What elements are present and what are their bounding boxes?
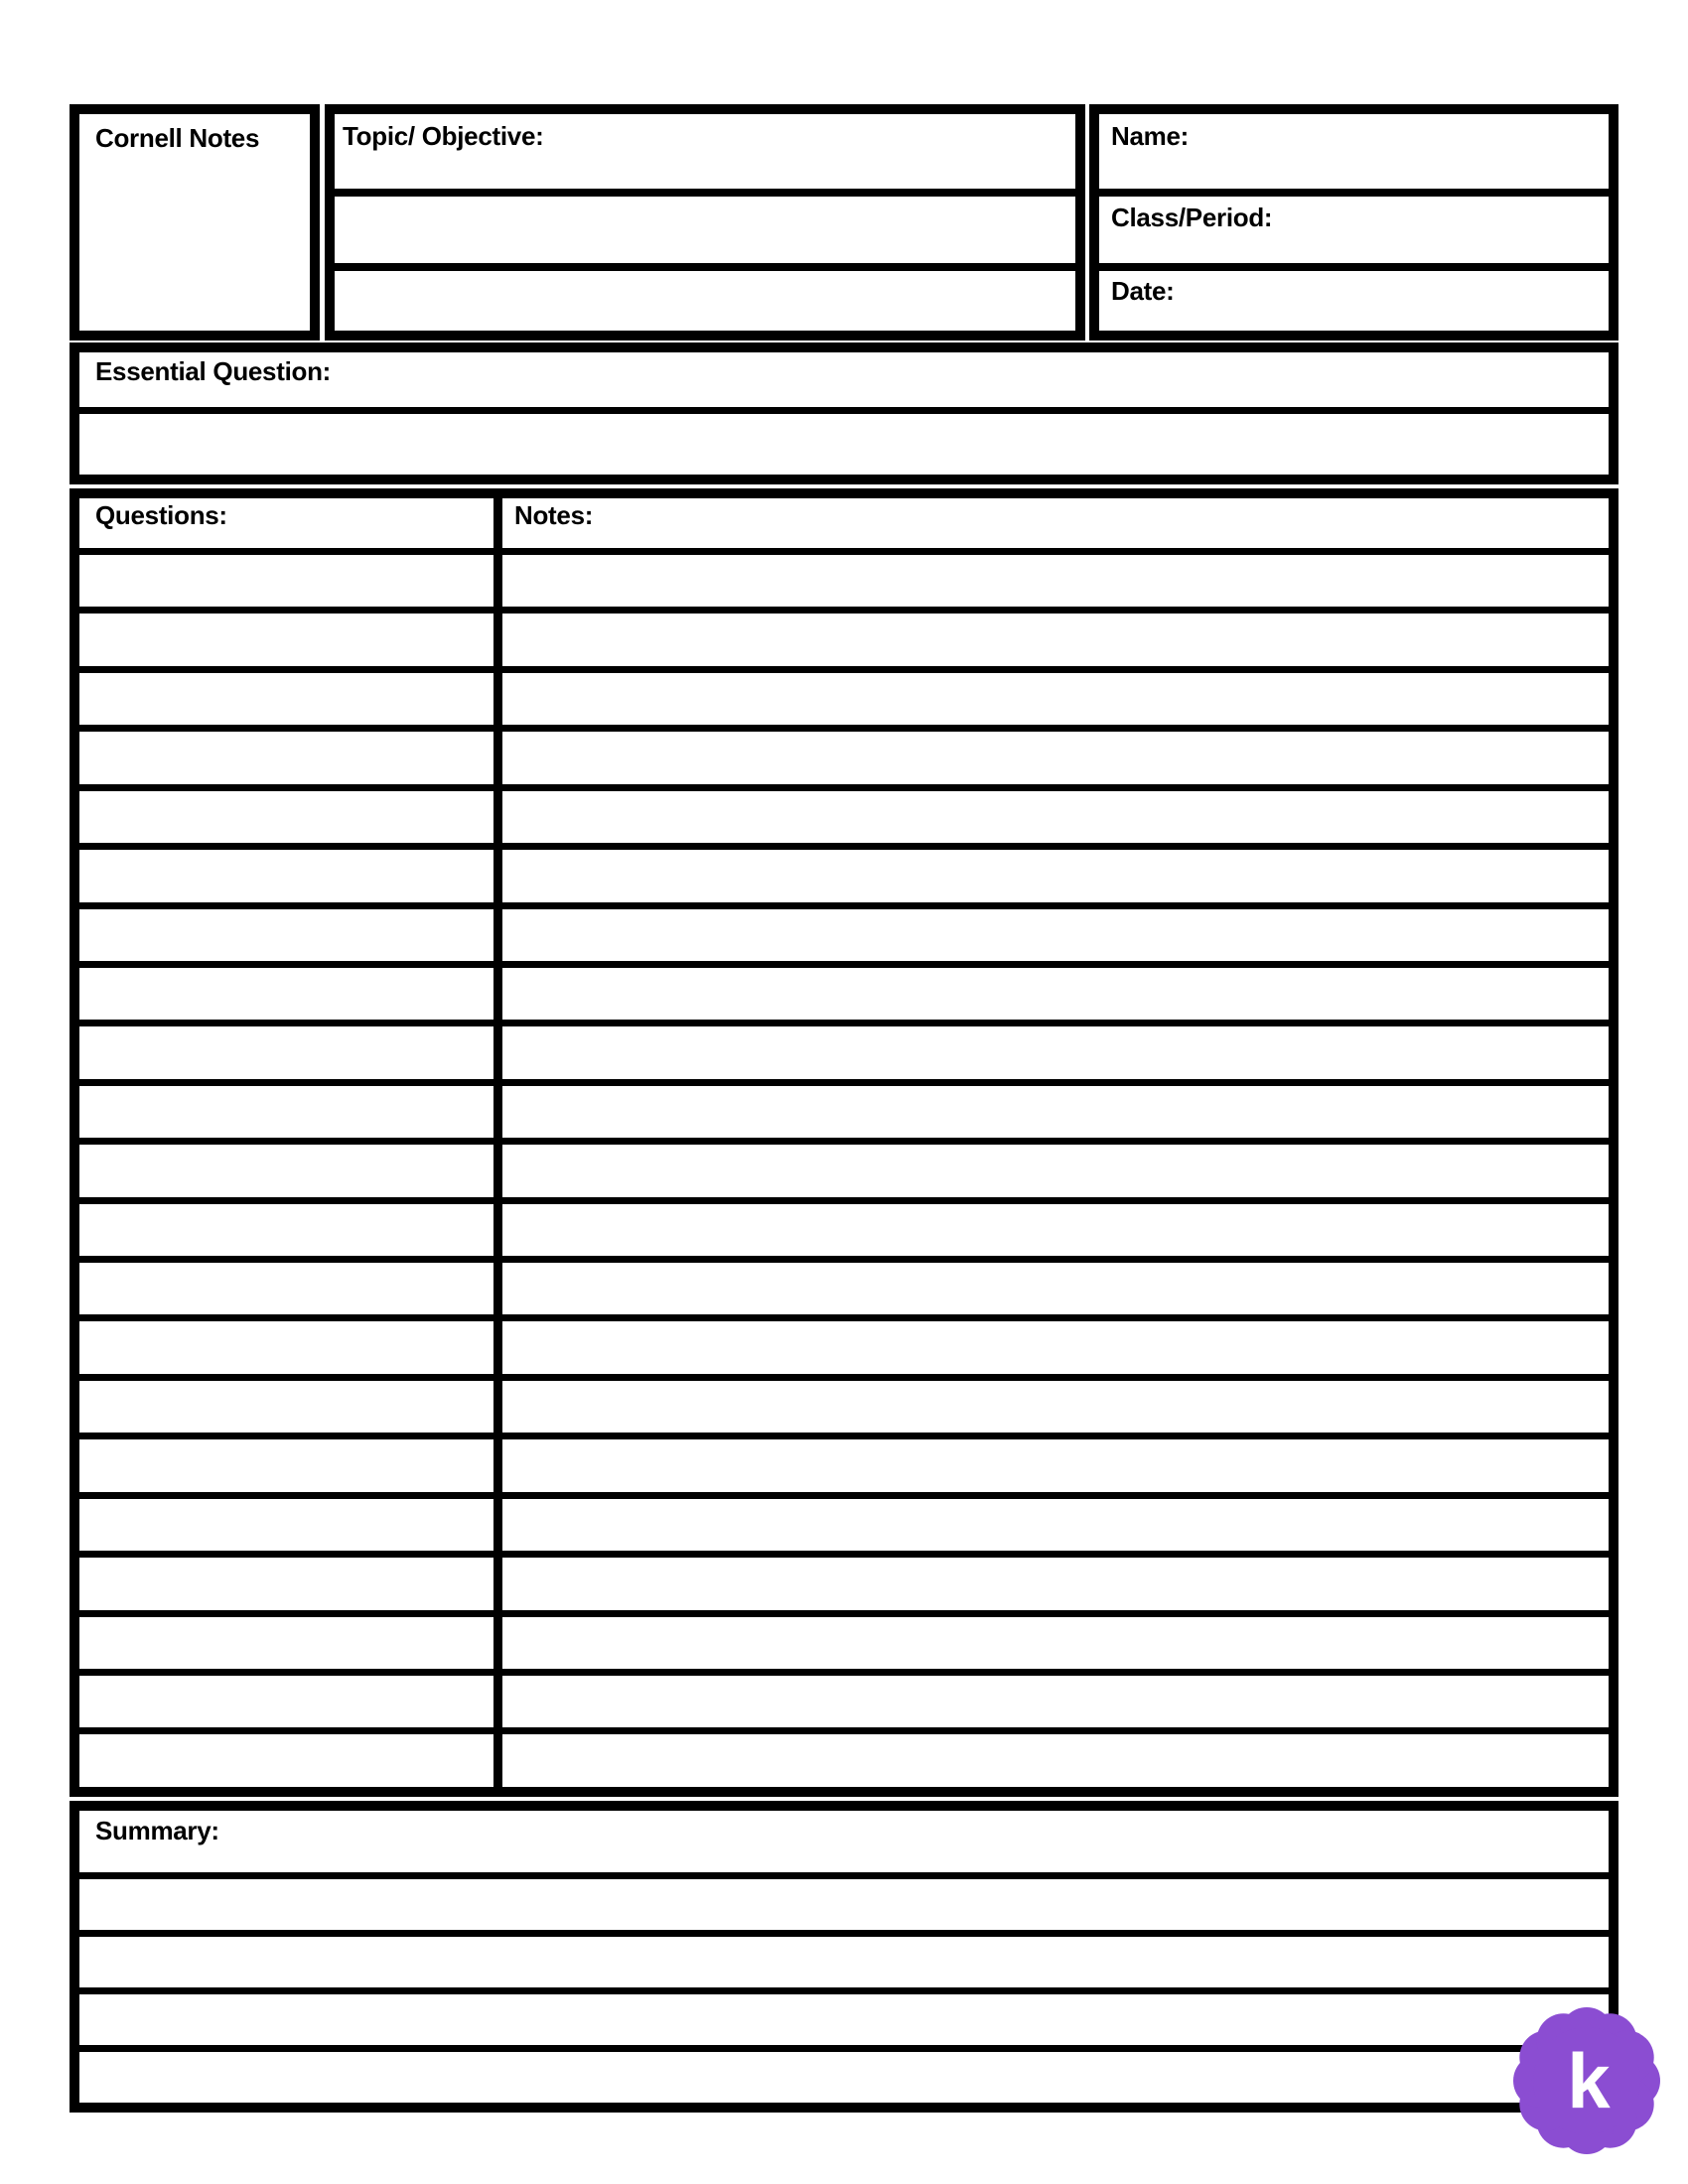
note-blank-row: [502, 1197, 1609, 1256]
question-blank-row: [79, 1551, 493, 1609]
kami-logo-badge: [1513, 2007, 1660, 2154]
summary-blank-row: [79, 1930, 1609, 1987]
question-blank-row: [79, 725, 493, 783]
note-blank-row: [502, 1374, 1609, 1433]
questions-notes-section: [70, 488, 1618, 1797]
note-blank-row: [502, 666, 1609, 725]
essential-question-blank-row: [79, 407, 1609, 475]
student-info-cell: [1089, 104, 1618, 341]
note-blank-row: [502, 1079, 1609, 1138]
topic-objective-label: Topic/ Objective:: [335, 114, 1075, 197]
question-blank-row: [79, 843, 493, 901]
summary-blank-row: [79, 2045, 1609, 2103]
question-blank-row: [79, 1669, 493, 1727]
questions-label: Questions:: [95, 500, 227, 530]
question-blank-row: [79, 1079, 493, 1138]
question-blank-row: [79, 1374, 493, 1433]
note-blank-row: [502, 607, 1609, 665]
topic-blank-row: [335, 197, 1075, 271]
question-blank-row: [79, 1138, 493, 1196]
question-blank-row: [79, 548, 493, 607]
notes-label: Notes:: [514, 500, 594, 530]
question-blank-row: [79, 1256, 493, 1314]
summary-section: [70, 1801, 1618, 2113]
note-blank-row: [502, 1020, 1609, 1078]
note-blank-row: [502, 1138, 1609, 1196]
flower-badge-icon: [1513, 2007, 1660, 2154]
essential-question-section: [70, 342, 1618, 484]
question-blank-row: [79, 1492, 493, 1551]
column-divider: [493, 498, 502, 1787]
note-blank-row: [502, 843, 1609, 901]
question-blank-row: [79, 1610, 493, 1669]
question-blank-row: [79, 1314, 493, 1373]
name-field-label: Name:: [1099, 114, 1609, 197]
class-period-field-label: Class/Period:: [1099, 197, 1609, 271]
note-blank-row: [502, 902, 1609, 961]
cornell-notes-title: Cornell Notes: [95, 123, 260, 153]
note-blank-row: [502, 784, 1609, 843]
logo-letter-k: k: [1567, 2037, 1611, 2124]
question-blank-row: [79, 1433, 493, 1491]
topic-blank-row: [335, 271, 1075, 331]
note-blank-row: [502, 725, 1609, 783]
note-blank-row: [502, 1669, 1609, 1727]
note-blank-row: [502, 548, 1609, 607]
question-blank-row: [79, 902, 493, 961]
question-blank-row: [79, 1197, 493, 1256]
note-blank-row: [502, 1256, 1609, 1314]
date-field-label: Date:: [1111, 276, 1175, 306]
topic-objective-cell: [325, 104, 1085, 341]
notes-column: [502, 498, 1609, 1787]
note-blank-row: [502, 1433, 1609, 1491]
summary-label: Summary:: [95, 1816, 219, 1845]
question-blank-row: [79, 1727, 493, 1786]
question-blank-row: [79, 666, 493, 725]
summary-blank-row: [79, 1872, 1609, 1930]
note-blank-row: [502, 1551, 1609, 1609]
question-blank-row: [79, 607, 493, 665]
note-blank-row: [502, 1727, 1609, 1786]
summary-blank-row: [79, 1987, 1609, 2045]
question-blank-row: [79, 1020, 493, 1078]
note-blank-row: [502, 1314, 1609, 1373]
question-blank-row: [79, 961, 493, 1020]
note-blank-row: [502, 961, 1609, 1020]
note-blank-row: [502, 1610, 1609, 1669]
note-blank-row: [502, 1492, 1609, 1551]
questions-column: [79, 498, 493, 1787]
cornell-notes-cell: [70, 104, 320, 341]
question-blank-row: [79, 784, 493, 843]
essential-question-label: Essential Question:: [95, 356, 332, 386]
